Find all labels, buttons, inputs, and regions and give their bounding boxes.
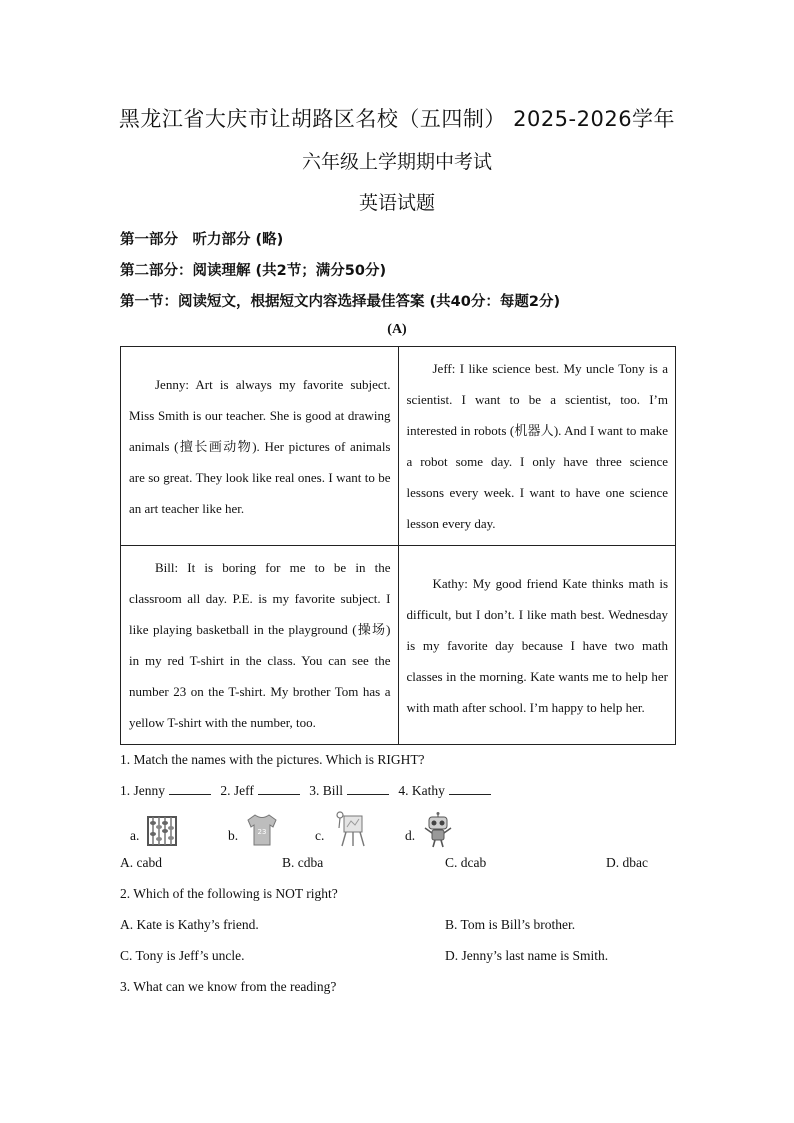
picture-b — [228, 808, 280, 848]
blank-label-bill: 3. Bill — [309, 783, 344, 798]
blank-label-kathy: 4. Kathy — [398, 783, 445, 798]
passage-kathy: Kathy: My good friend Kate thinks math is difficult, but I don’t. I like math best. Wednesday is my favorite day because I have two math classes in the morning. Kate wants me to help her with math after school. I’m happy to help her. — [406, 575, 668, 715]
picture-a — [130, 808, 179, 848]
exam-title-line1: 黑龙江省大庆市让胡路区名校（五四制） 2025-2026学年 — [118, 107, 676, 131]
passage-cell-bill — [121, 546, 399, 745]
tshirt-icon — [244, 812, 280, 848]
passage-jeff: Jeff: I like science best. My uncle Tony is a scientist. I want to be a scientist, too. I’m interested in robots (机器人). And I want to make a robot some day. I only have three science lessons every week. I want to have one science lesson every day. — [406, 361, 668, 531]
exam-subject-title: 英语试题 — [358, 192, 435, 214]
picture-a-label: a. — [130, 828, 140, 843]
blank-label-jeff: 2. Jeff — [220, 783, 254, 798]
answer-blank[interactable] — [347, 782, 389, 795]
tshirt-number: 23 — [257, 828, 267, 836]
robot-icon — [421, 812, 455, 848]
picture-d-label: d. — [405, 828, 416, 843]
picture-b-label: b. — [228, 828, 239, 843]
part1-heading: 第一部分 听力部分 (略) — [120, 232, 284, 248]
easel-icon — [330, 810, 366, 848]
q1-option-d[interactable]: D. dbac — [606, 855, 648, 870]
passage-cell-jeff — [398, 347, 676, 546]
passage-table — [120, 346, 676, 745]
picture-d — [405, 808, 455, 848]
q1-option-a[interactable]: A. cabd — [120, 855, 162, 870]
question-1-stem: 1. Match the names with the pictures. Which is RIGHT? — [120, 752, 425, 767]
answer-blank[interactable] — [258, 782, 300, 795]
section1-heading: 第一节：阅读短文，根据短文内容选择最佳答案 (共40分：每题2分) — [120, 294, 561, 310]
q2-option-b[interactable]: B. Tom is Bill’s brother. — [445, 917, 576, 932]
answer-blank[interactable] — [169, 782, 211, 795]
exam-title-line2: 六年级上学期期中考试 — [301, 151, 492, 173]
picture-c — [315, 808, 366, 848]
passage-bill: Bill: It is boring for me to be in the classroom all day. P.E. is my favorite subject. I like playing basketball in the playground (操场) in my red T-shirt in the class. You can see the number 23 on the T-shirt. My brother Tom has a yellow T-shirt with the number, too. — [129, 560, 391, 730]
q2-option-a[interactable]: A. Kate is Kathy’s friend. — [120, 917, 259, 932]
passage-label: (A) — [387, 322, 407, 337]
part2-heading: 第二部分：阅读理解 (共2节；满分50分) — [120, 263, 387, 279]
abacus-icon — [145, 814, 179, 848]
q2-option-d[interactable]: D. Jenny’s last name is Smith. — [445, 948, 609, 963]
blank-label-jenny: 1. Jenny — [120, 783, 165, 798]
question-3-stem: 3. What can we know from the reading? — [120, 979, 337, 994]
q2-option-c[interactable]: C. Tony is Jeff’s uncle. — [120, 948, 245, 963]
passage-cell-kathy — [398, 546, 676, 745]
passage-jenny: Jenny: Art is always my favorite subject. Miss Smith is our teacher. She is good at drawing animals (擅长画动物). Her pictures of animals are so great. They look like real ones. I want to be an art teacher like her. — [129, 376, 391, 516]
passage-cell-jenny — [121, 347, 399, 546]
answer-blank[interactable] — [449, 782, 491, 795]
question-1-pictures — [120, 808, 540, 848]
question-1-blanks — [120, 782, 497, 799]
picture-c-label: c. — [315, 828, 325, 843]
q1-option-b[interactable]: B. cdba — [282, 855, 324, 870]
question-2-stem: 2. Which of the following is NOT right? — [120, 886, 338, 901]
q1-option-c[interactable]: C. dcab — [445, 855, 487, 870]
